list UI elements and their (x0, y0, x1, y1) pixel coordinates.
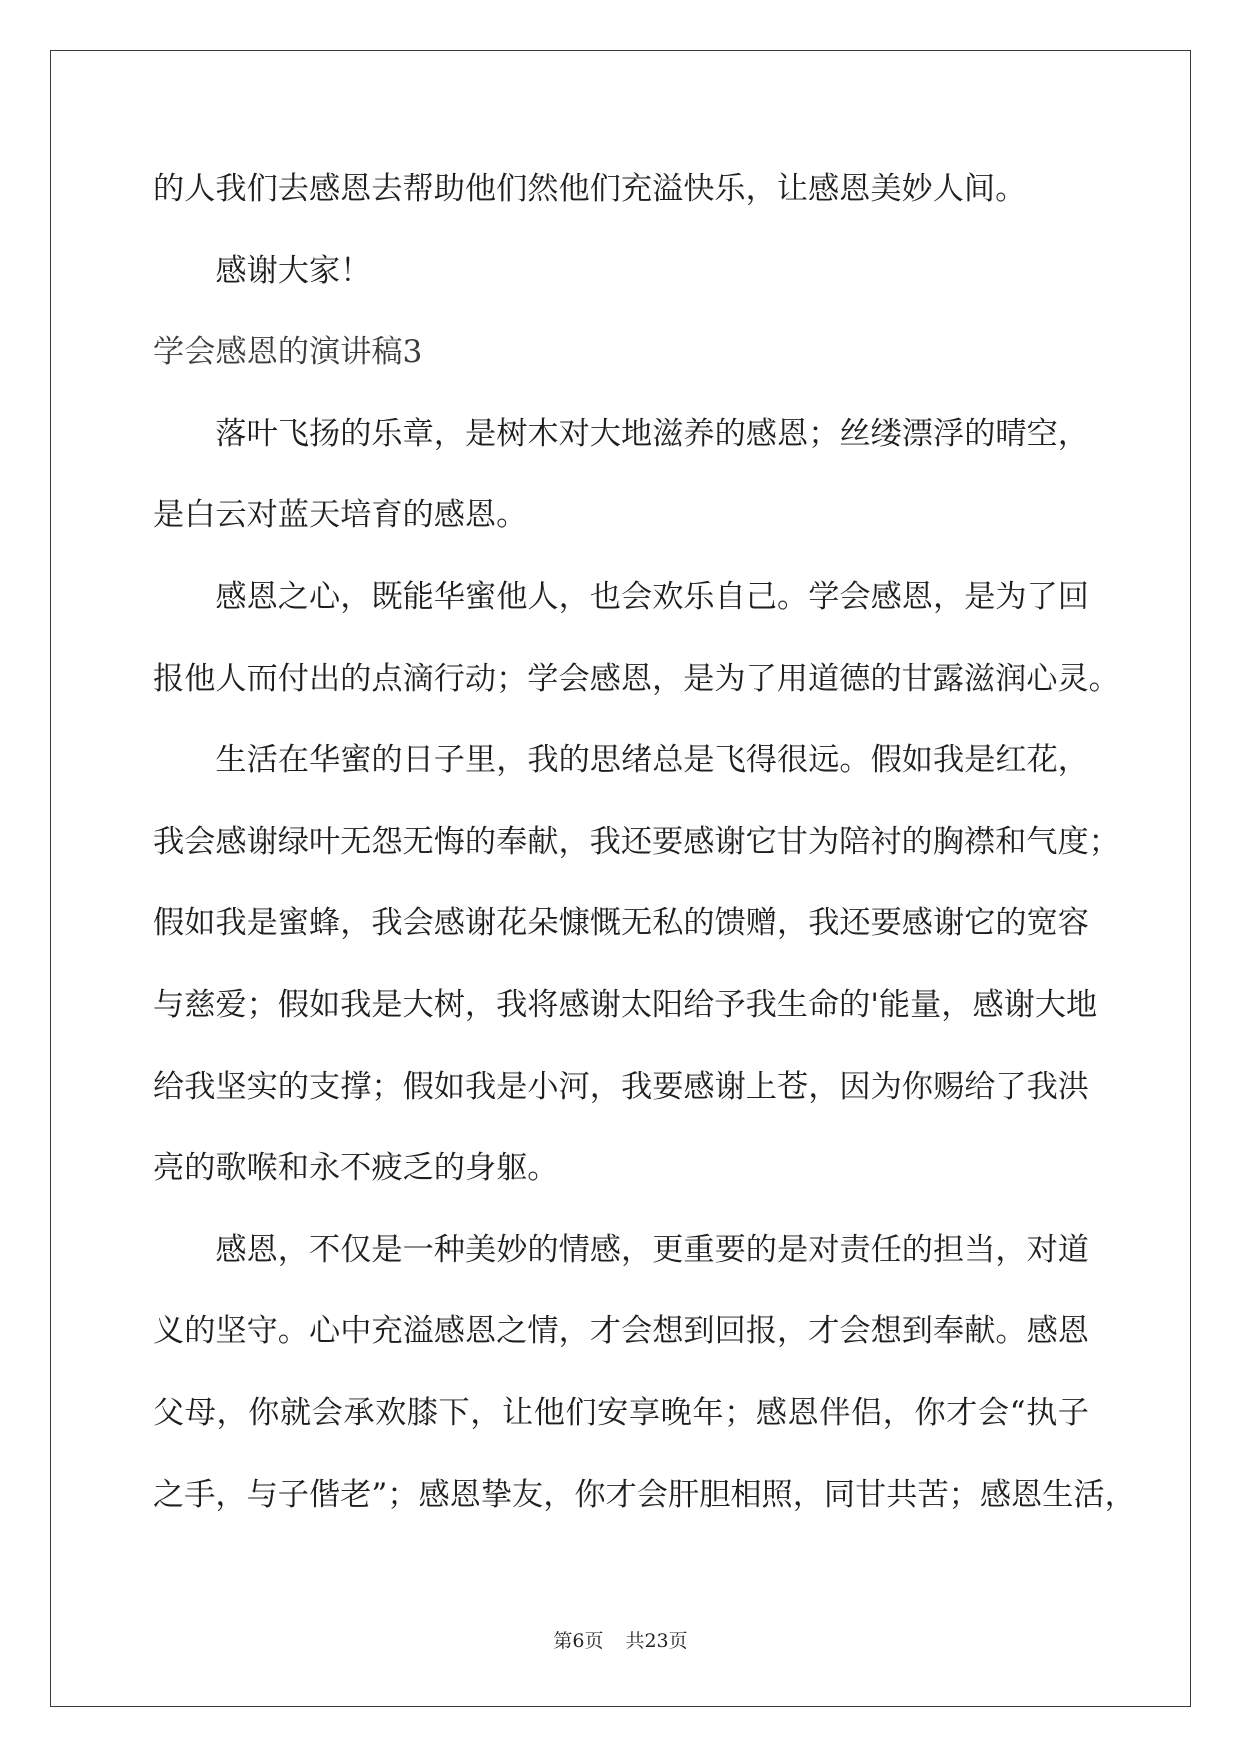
page-footer (0, 1628, 1241, 1654)
section-heading: 学会感恩的演讲稿3 (153, 334, 423, 371)
text-line: 落叶飞扬的乐章，是树木对大地滋养的感恩；丝缕漂浮的晴空， (215, 415, 1089, 452)
text-line: 父母，你就会承欢膝下，让他们安享晚年；感恩伴侣，你才会“执子 (153, 1394, 1089, 1431)
text-line: 感恩，不仅是一种美妙的情感，更重要的是对责任的担当，对道 (215, 1231, 1089, 1268)
text-line: 亮的歌喉和永不疲乏的身躯。 (153, 1150, 559, 1187)
text-line: 义的坚守。心中充溢感恩之情，才会想到回报，才会想到奉献。感恩 (153, 1313, 1089, 1350)
text-line: 是白云对蓝天培育的感恩。 (153, 497, 528, 534)
text-line: 给我坚实的支撑；假如我是小河，我要感谢上苍，因为你赐给了我洪 (153, 1068, 1089, 1105)
document-body (153, 149, 1136, 1536)
text-line: 假如我是蜜蜂，我会感谢花朵慷慨无私的馈赠，我还要感谢它的宽容 (153, 905, 1089, 942)
page-number: 第6页 (553, 1630, 604, 1652)
text-line: 报他人而付出的点滴行动；学会感恩，是为了用道德的甘露滋润心灵。 (153, 660, 1120, 697)
page-total: 共23页 (625, 1630, 688, 1652)
text-line: 感恩之心，既能华蜜他人，也会欢乐自己。学会感恩，是为了回 (215, 578, 1089, 615)
text-line: 我会感谢绿叶无怨无悔的奉献，我还要感谢它甘为陪衬的胸襟和气度； (153, 823, 1120, 860)
text-line: 生活在华蜜的日子里，我的思绪总是飞得很远。假如我是红花， (215, 742, 1089, 779)
text-line: 与慈爱；假如我是大树，我将感谢太阳给予我生命的'能量，感谢大地 (153, 986, 1098, 1023)
closing-line: 感谢大家！ (215, 252, 372, 289)
text-line: 之手，与子偕老”；感恩挚友，你才会肝胆相照，同甘共苦；感恩生活， (153, 1476, 1136, 1513)
text-line-continued: 的人我们去感恩去帮助他们然他们充溢快乐，让感恩美妙人间。 (153, 171, 1027, 207)
